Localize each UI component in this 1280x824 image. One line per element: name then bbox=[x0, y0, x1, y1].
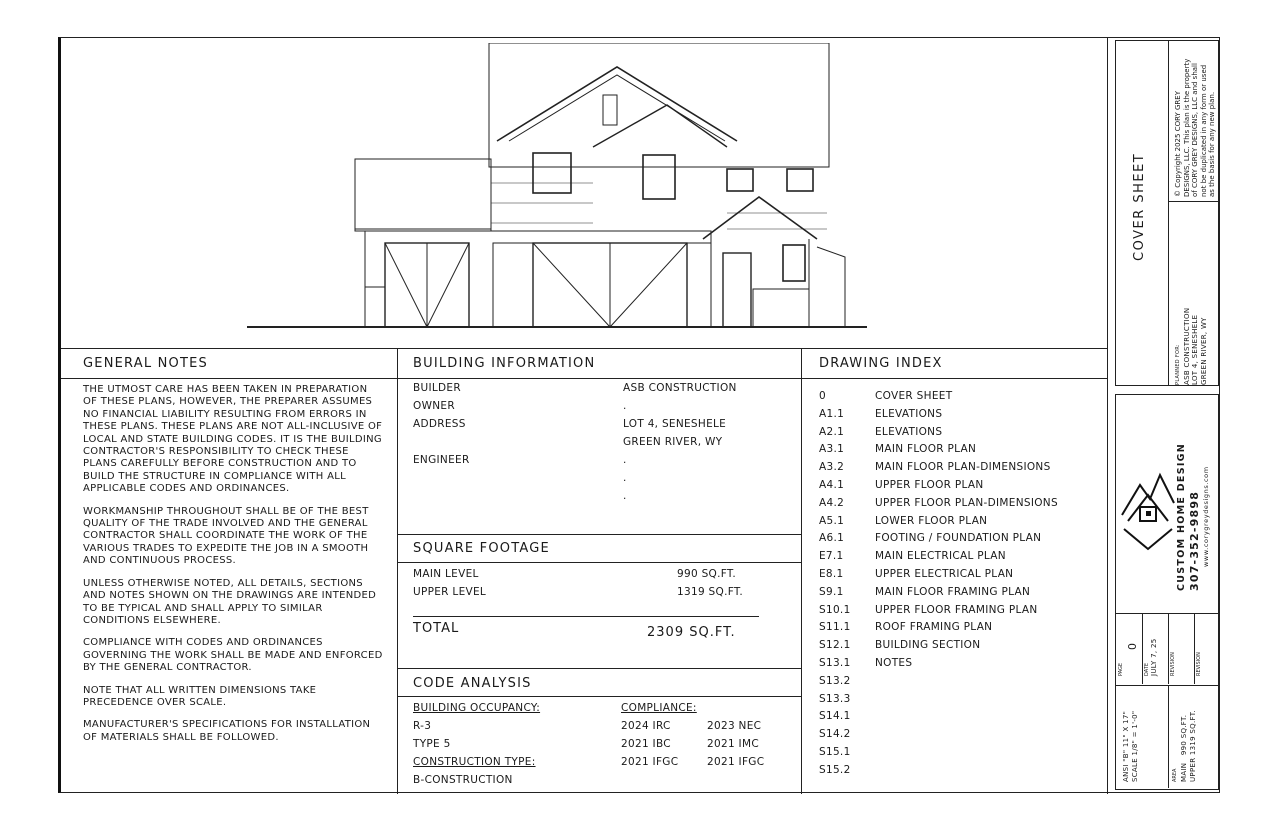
page-label: PAGE bbox=[1118, 662, 1124, 676]
index-sheet-title: MAIN FLOOR PLAN bbox=[875, 443, 977, 456]
copyright-line: of CORY GREY DESIGNS, LLC and shall bbox=[1191, 63, 1199, 197]
index-sheet-title: ROOF FRAMING PLAN bbox=[875, 621, 993, 634]
index-sheet-title: UPPER ELECTRICAL PLAN bbox=[875, 568, 1014, 580]
planned-for-line: ASB CONSTRUCTION bbox=[1182, 307, 1191, 385]
type-value: TYPE 5 bbox=[413, 738, 451, 750]
area-label: AREA bbox=[1172, 768, 1178, 782]
logo-block bbox=[1115, 394, 1219, 614]
occupancy-value: R-3 bbox=[413, 720, 432, 732]
divider bbox=[397, 534, 801, 535]
occupancy-label: BUILDING OCCUPANCY: bbox=[413, 702, 541, 714]
revision-label: REVISION bbox=[1196, 652, 1202, 676]
divider bbox=[413, 616, 759, 617]
general-notes-heading: GENERAL NOTES bbox=[83, 356, 208, 371]
panel-divider bbox=[61, 348, 1107, 349]
index-sheet-title: LOWER FLOOR PLAN bbox=[875, 514, 988, 527]
front-elevation-drawing bbox=[247, 43, 907, 333]
index-sheet-title: MAIN FLOOR PLAN-DIMENSIONS bbox=[875, 461, 1051, 474]
index-sheet-title: UPPER FLOOR PLAN-DIMENSIONS bbox=[875, 496, 1058, 509]
upper-level-value: 1319 SQ.FT. bbox=[677, 586, 743, 598]
engineer-dot: . bbox=[623, 490, 627, 502]
note-paragraph: COMPLIANCE WITH CODES AND ORDINANCES GOVERNING THE WORK SHALL BE MADE AND ENFORCED BY THE GENERAL CONTRACTOR. bbox=[83, 637, 383, 674]
address-line-1: LOT 4, SENESHELE bbox=[623, 418, 727, 430]
index-sheet-number: A3.2 bbox=[819, 461, 845, 474]
area-main-value: 990 SQ.FT. bbox=[1180, 714, 1188, 756]
index-sheet-number: A3.1 bbox=[819, 443, 845, 456]
area-info bbox=[1180, 710, 1198, 782]
sheet-size: ANSI "B" 11" X 17" bbox=[1122, 710, 1130, 782]
title-block-divider bbox=[1107, 38, 1108, 794]
divider bbox=[397, 696, 801, 697]
square-footage-heading: SQUARE FOOTAGE bbox=[413, 541, 550, 556]
main-level-label: MAIN LEVEL bbox=[413, 568, 479, 580]
index-sheet-number: E7.1 bbox=[819, 550, 844, 563]
address-line-2: GREEN RIVER, WY bbox=[623, 436, 723, 448]
index-sheet-number: S12.1 bbox=[819, 639, 851, 652]
index-sheet-title: FOOTING / FOUNDATION PLAN bbox=[875, 532, 1042, 545]
index-sheet-title: COVER SHEET bbox=[875, 390, 953, 402]
copyright-line: not be duplicated in any form or used bbox=[1199, 64, 1208, 197]
divider bbox=[1168, 201, 1218, 202]
logo-company-name: CUSTOM HOME DESIGN bbox=[1176, 442, 1187, 591]
building-info-heading: BUILDING INFORMATION bbox=[413, 356, 596, 371]
planned-for-line: LOT 4, SENESHELE bbox=[1191, 314, 1199, 385]
divider bbox=[801, 378, 1107, 379]
index-sheet-number: A1.1 bbox=[819, 407, 845, 420]
copyright-line: © Copyright 2025 CORY GREY bbox=[1174, 91, 1182, 197]
logo-phone: 307-352-9898 bbox=[1188, 490, 1201, 591]
panel-divider bbox=[397, 348, 398, 794]
code-item: 2021 IFGC bbox=[707, 756, 765, 768]
index-sheet-number: S13.3 bbox=[819, 692, 851, 705]
note-paragraph: UNLESS OTHERWISE NOTED, ALL DETAILS, SECTIONS AND NOTES SHOWN ON THE DRAWINGS ARE INTENDED TO BE TYPICAL AND SHALL APPLY TO SIMILAR CONDITIONS ELSEWHERE. bbox=[83, 577, 377, 626]
note-paragraph: MANUFACTURER'S SPECIFICATIONS FOR INSTALLATION OF MATERIALS SHALL BE FOLLOWED. bbox=[83, 719, 371, 743]
revision-label: REVISION bbox=[1170, 652, 1176, 676]
index-sheet-title: UPPER FLOOR PLAN bbox=[875, 479, 984, 491]
logo-website: www.corygreydesigns.com bbox=[1202, 466, 1210, 567]
index-sheet-title: UPPER FLOOR FRAMING PLAN bbox=[875, 603, 1038, 616]
general-notes-body bbox=[83, 384, 383, 754]
code-item: 2024 IRC bbox=[621, 720, 671, 732]
page-info-strip bbox=[1115, 614, 1219, 686]
code-item: 2021 IFGC bbox=[621, 756, 679, 768]
divider bbox=[1168, 686, 1169, 788]
divider bbox=[1194, 614, 1195, 684]
code-analysis-heading: CODE ANALYSIS bbox=[413, 676, 532, 691]
copyright-line: DESIGNS, LLC. This plan is the property bbox=[1182, 58, 1191, 197]
area-upper-value: 1319 SQ.FT. bbox=[1189, 710, 1197, 756]
owner-label: OWNER bbox=[413, 400, 455, 412]
builder-value: ASB CONSTRUCTION bbox=[623, 382, 737, 394]
index-sheet-title: NOTES bbox=[875, 657, 913, 669]
sheet-title: COVER SHEET bbox=[1132, 152, 1147, 261]
index-sheet-number: S14.2 bbox=[819, 728, 851, 741]
area-upper-label: UPPER bbox=[1189, 757, 1197, 782]
divider bbox=[397, 378, 801, 379]
total-label: TOTAL bbox=[413, 621, 460, 636]
drawing-scale: SCALE 1/8" = 1'-0" bbox=[1131, 710, 1139, 782]
copyright-line: as the basis for any new plan. bbox=[1208, 91, 1216, 197]
date-value: JULY 7, 25 bbox=[1150, 638, 1158, 676]
index-sheet-number: S15.1 bbox=[819, 746, 851, 758]
note-paragraph: WORKMANSHIP THROUGHOUT SHALL BE OF THE BEST QUALITY OF THE TRADE INVOLVED AND THE GENERAL CONTRACTOR SHALL COORDINATE THE WORK OF THE VARIOUS TRADES TO EXPEDITE THE JOB IN A SMOOTH AND CONTINUOUS PROCESS. bbox=[83, 505, 369, 567]
drawing-sheet bbox=[58, 37, 1220, 793]
index-sheet-number: S11.1 bbox=[819, 621, 851, 634]
copyright-notice bbox=[1174, 59, 1217, 197]
drawing-index-heading: DRAWING INDEX bbox=[819, 356, 943, 371]
main-level-value: 990 SQ.FT. bbox=[677, 568, 737, 580]
divider bbox=[61, 378, 397, 379]
page-number: 0 bbox=[1126, 643, 1139, 650]
engineer-label: ENGINEER bbox=[413, 454, 470, 466]
planned-for-label: PLANNED FOR: bbox=[1175, 344, 1181, 385]
index-sheet-number: A2.1 bbox=[819, 425, 845, 438]
index-sheet-title: MAIN ELECTRICAL PLAN bbox=[875, 550, 1006, 563]
index-sheet-title: BUILDING SECTION bbox=[875, 639, 981, 652]
construction-label: CONSTRUCTION TYPE: bbox=[413, 756, 536, 768]
code-item: 2023 NEC bbox=[707, 720, 762, 732]
mountain-house-logo-icon bbox=[1120, 455, 1176, 555]
code-item: 2021 IBC bbox=[621, 738, 671, 750]
date-label: DATE bbox=[1144, 662, 1150, 676]
planned-for-line: GREEN RIVER, WY bbox=[1199, 317, 1208, 385]
index-sheet-number: S9.1 bbox=[819, 585, 844, 598]
index-sheet-number: A6.1 bbox=[819, 532, 845, 545]
divider bbox=[1168, 614, 1169, 684]
index-sheet-number: E8.1 bbox=[819, 568, 844, 580]
index-sheet-title: ELEVATIONS bbox=[875, 407, 943, 420]
scale-info bbox=[1122, 711, 1140, 782]
construction-value: B-CONSTRUCTION bbox=[413, 774, 513, 786]
note-paragraph: NOTE THAT ALL WRITTEN DIMENSIONS TAKE PRECEDENCE OVER SCALE. bbox=[83, 684, 317, 708]
index-sheet-number: A4.1 bbox=[819, 479, 845, 491]
address-label: ADDRESS bbox=[413, 418, 466, 430]
divider bbox=[1168, 41, 1169, 385]
index-sheet-number: 0 bbox=[819, 390, 826, 402]
title-block-top bbox=[1115, 40, 1219, 386]
planned-for bbox=[1174, 308, 1208, 385]
scale-area-strip bbox=[1115, 686, 1219, 790]
index-sheet-number: A4.2 bbox=[819, 496, 845, 509]
compliance-label: COMPLIANCE: bbox=[621, 702, 697, 714]
engineer-dot: . bbox=[623, 454, 627, 466]
divider bbox=[1142, 614, 1143, 684]
builder-label: BUILDER bbox=[413, 382, 461, 394]
owner-value: . bbox=[623, 400, 627, 412]
total-value: 2309 SQ.FT. bbox=[647, 625, 736, 640]
engineer-dot: . bbox=[623, 472, 627, 484]
index-sheet-number: S14.1 bbox=[819, 710, 851, 723]
index-sheet-title: ELEVATIONS bbox=[875, 425, 943, 438]
divider bbox=[397, 668, 801, 669]
index-sheet-number: S13.1 bbox=[819, 657, 851, 669]
divider bbox=[397, 562, 801, 563]
index-sheet-number: S15.2 bbox=[819, 763, 851, 776]
index-sheet-number: S13.2 bbox=[819, 674, 851, 687]
index-sheet-number: S10.1 bbox=[819, 603, 851, 616]
panel-divider bbox=[801, 348, 802, 794]
index-sheet-number: A5.1 bbox=[819, 514, 845, 527]
code-item: 2021 IMC bbox=[707, 738, 759, 750]
index-sheet-title: MAIN FLOOR FRAMING PLAN bbox=[875, 585, 1031, 598]
area-main-label: MAIN bbox=[1180, 762, 1188, 782]
note-paragraph: THE UTMOST CARE HAS BEEN TAKEN IN PREPARATION OF THESE PLANS, HOWEVER, THE PREPARER ASSUMES NO FINANCIAL LIABILITY RESULTING FROM ERRORS IN THESE PLANS. THESE PLANS ARE NOT ALL-INCLUSIVE OF LOCAL AND STATE BUILDING CODES. IT IS THE BUILDING CONTRACTOR'S RESPONSIBILITY TO CHECK THESE PLANS CAREFULLY BEFORE CONSTRUCTION AND TO BUILD THE STRUCTURE IN COMPLIANCE WITH ALL APPLICABLE CODES AND ORDINANCES. bbox=[83, 384, 383, 495]
upper-level-label: UPPER LEVEL bbox=[413, 586, 487, 598]
